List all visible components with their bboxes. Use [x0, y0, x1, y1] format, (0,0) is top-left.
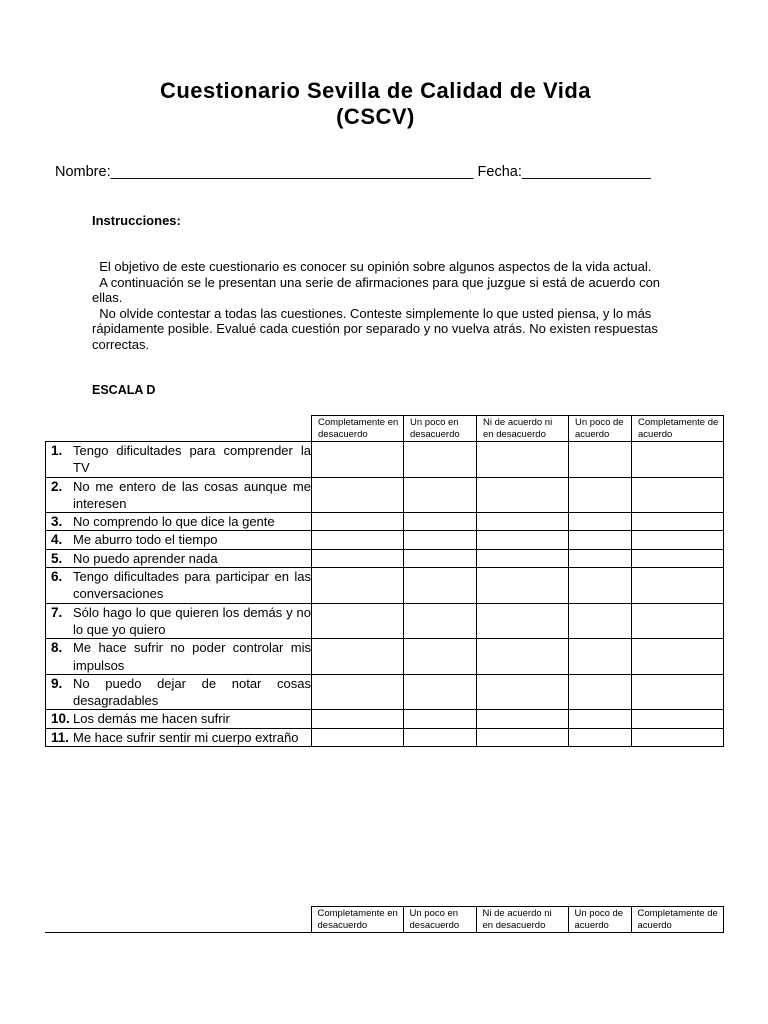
answer-cell[interactable] [312, 549, 404, 567]
question-number: 4. [51, 532, 63, 548]
table-row [46, 710, 724, 728]
question-number: 7. [51, 604, 63, 620]
answer-cell[interactable] [632, 513, 724, 531]
scale-label: ESCALA D [92, 383, 156, 397]
answer-cell[interactable] [312, 477, 404, 513]
answer-cell[interactable] [632, 549, 724, 567]
answer-cell[interactable] [477, 728, 569, 746]
table-header-row [45, 907, 723, 933]
question-text: No puedo dejar de notar cosas desagradables [73, 675, 311, 709]
question-number: 9. [51, 675, 63, 691]
question-number: 10. [51, 711, 70, 727]
answer-cell[interactable] [569, 477, 632, 513]
question-text: Me hace sufrir sentir mi cuerpo extraño [73, 729, 299, 745]
column-header: Un poco de acuerdo [569, 416, 632, 442]
instruction-paragraph: A continuación se le presentan una serie de afirmaciones para que juzgue si está de acuerdo con ellas. [92, 274, 661, 305]
answer-cell[interactable] [404, 442, 477, 478]
column-header: Completamente de acuerdo [632, 416, 724, 442]
table-row [46, 728, 724, 746]
table-row [46, 549, 724, 567]
answer-cell[interactable] [569, 603, 632, 639]
answer-cell[interactable] [312, 513, 404, 531]
instructions-label: Instrucciones: [92, 213, 181, 228]
table-row [46, 674, 724, 710]
question-text: Sólo hago lo que quieren los demás y no lo que yo quiero [73, 604, 311, 637]
answer-cell[interactable] [569, 728, 632, 746]
answer-cell[interactable] [404, 531, 477, 549]
header-blank-cell [45, 907, 311, 933]
table-row [46, 639, 724, 675]
name-date-line[interactable]: Nombre:_____________________________________________ Fecha:________________ [55, 164, 651, 180]
instruction-paragraph: No olvide contestar a todas las cuestiones. Conteste simplemente lo que usted piensa, y lo más rápidamente posible. Evalué cada cuestión por separado y no vuelva atrás. No existen respuestas correctas. [92, 305, 658, 352]
column-header: Ni de acuerdo ni en desacuerdo [476, 907, 568, 933]
question-text: No comprendo lo que dice la gente [73, 514, 275, 530]
question-number: 6. [51, 569, 63, 585]
answer-cell[interactable] [312, 674, 404, 710]
question-cell [46, 674, 312, 710]
answer-cell[interactable] [632, 710, 724, 728]
answer-cell[interactable] [477, 513, 569, 531]
answer-cell[interactable] [569, 639, 632, 675]
question-number: 2. [51, 478, 63, 494]
column-header: Un poco en desacuerdo [404, 416, 477, 442]
answer-cell[interactable] [632, 568, 724, 604]
answer-cell[interactable] [569, 674, 632, 710]
answer-cell[interactable] [477, 674, 569, 710]
question-cell [46, 442, 312, 478]
answer-cell[interactable] [569, 568, 632, 604]
question-text: Me aburro todo el tiempo [73, 532, 218, 548]
column-header: Ni de acuerdo ni en desacuerdo [477, 416, 569, 442]
answer-cell[interactable] [569, 531, 632, 549]
question-number: 8. [51, 640, 63, 656]
answer-cell[interactable] [477, 603, 569, 639]
title-line-1: Cuestionario Sevilla de Calidad de Vida [159, 78, 592, 103]
question-text: Tengo dificultades para comprender la TV [73, 443, 311, 476]
answer-cell[interactable] [404, 639, 477, 675]
answer-cell[interactable] [477, 710, 569, 728]
answer-cell[interactable] [404, 603, 477, 639]
instructions-text [92, 259, 672, 352]
answer-cell[interactable] [477, 549, 569, 567]
answer-cell[interactable] [312, 442, 404, 478]
answer-cell[interactable] [632, 674, 724, 710]
table-row [46, 603, 724, 639]
document-title [0, 78, 751, 130]
instruction-paragraph: El objetivo de este cuestionario es conocer su opinión sobre algunos aspectos de la vida actual. [92, 259, 652, 274]
question-cell [46, 710, 312, 728]
table-row [46, 531, 724, 549]
table-header-row [46, 416, 724, 442]
answer-cell[interactable] [632, 442, 724, 478]
table-row [46, 477, 724, 513]
answer-cell[interactable] [312, 728, 404, 746]
answer-cell[interactable] [477, 568, 569, 604]
question-text: No me entero de las cosas aunque me interesen [73, 478, 311, 511]
question-text: Me hace sufrir no poder controlar mis impulsos [73, 640, 311, 673]
answer-cell[interactable] [404, 477, 477, 513]
answer-cell[interactable] [312, 568, 404, 604]
column-header: Un poco en desacuerdo [403, 907, 476, 933]
answer-cell[interactable] [312, 603, 404, 639]
answer-cell[interactable] [632, 603, 724, 639]
answer-cell[interactable] [404, 513, 477, 531]
answer-cell[interactable] [477, 531, 569, 549]
answer-cell[interactable] [569, 710, 632, 728]
column-header: Un poco de acuerdo [568, 907, 631, 933]
header-blank-cell [46, 416, 312, 442]
question-cell [46, 477, 312, 513]
question-number: 5. [51, 550, 63, 566]
question-text: Tengo dificultades para participar en las conversaciones [73, 569, 311, 602]
answer-cell[interactable] [312, 710, 404, 728]
question-cell [46, 549, 312, 567]
table-row [46, 513, 724, 531]
answer-cell[interactable] [404, 549, 477, 567]
answer-cell[interactable] [632, 477, 724, 513]
answer-cell[interactable] [569, 549, 632, 567]
answer-cell[interactable] [404, 728, 477, 746]
table-row [46, 568, 724, 604]
question-cell [46, 728, 312, 746]
question-number: 1. [51, 443, 63, 458]
answer-cell[interactable] [477, 639, 569, 675]
answer-cell[interactable] [404, 674, 477, 710]
question-cell [46, 639, 312, 675]
table-row [46, 442, 724, 478]
answer-cell[interactable] [477, 442, 569, 478]
column-header: Completamente de acuerdo [631, 907, 723, 933]
column-header: Completamente en desacuerdo [312, 416, 404, 442]
answer-cell[interactable] [404, 710, 477, 728]
question-number: 3. [51, 514, 63, 530]
answer-cell[interactable] [569, 442, 632, 478]
answer-cell[interactable] [632, 531, 724, 549]
questionnaire-table [45, 415, 724, 747]
title-line-2: (CSCV) [336, 104, 415, 129]
question-cell [46, 513, 312, 531]
answer-cell[interactable] [312, 531, 404, 549]
answer-cell[interactable] [632, 639, 724, 675]
column-header: Completamente en desacuerdo [311, 907, 403, 933]
question-number: 11. [51, 729, 70, 745]
question-text: No puedo aprender nada [73, 550, 218, 566]
answer-cell[interactable] [404, 568, 477, 604]
answer-cell[interactable] [569, 513, 632, 531]
question-cell [46, 603, 312, 639]
question-cell [46, 568, 312, 604]
repeated-header-table [45, 906, 724, 933]
answer-cell[interactable] [477, 477, 569, 513]
answer-cell[interactable] [312, 639, 404, 675]
question-cell [46, 531, 312, 549]
answer-cell[interactable] [632, 728, 724, 746]
question-text: Los demás me hacen sufrir [73, 711, 230, 727]
